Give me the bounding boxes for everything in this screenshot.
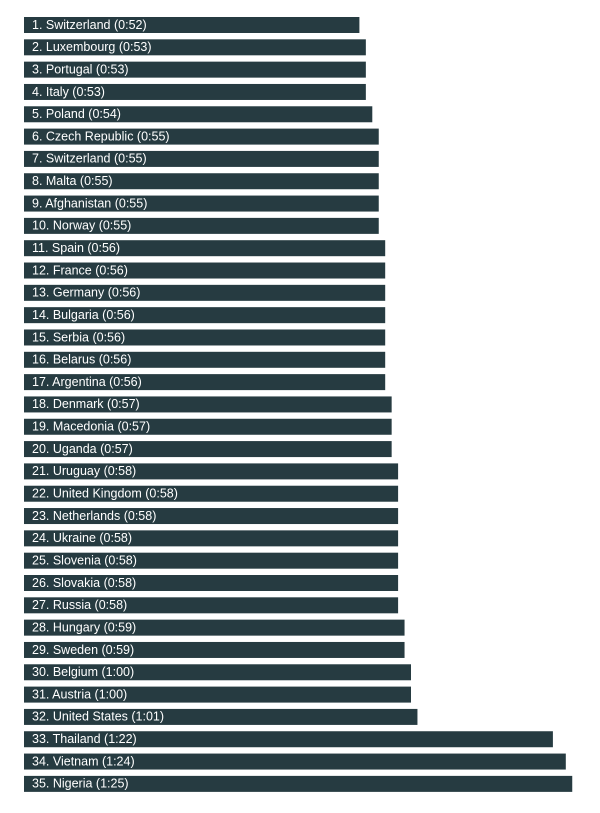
bar-label-13: 13. Germany (0:56) bbox=[32, 285, 141, 300]
bar-label-15: 15. Serbia (0:56) bbox=[32, 330, 126, 345]
bar-label-1: 1. Switzerland (0:52) bbox=[32, 17, 147, 32]
bar-label-14: 14. Bulgaria (0:56) bbox=[32, 307, 135, 322]
bar-label-35: 35. Nigeria (1:25) bbox=[32, 776, 129, 791]
bar-label-9: 9. Afghanistan (0:55) bbox=[32, 196, 148, 211]
bar-label-31: 31. Austria (1:00) bbox=[32, 687, 128, 702]
bar-label-7: 7. Switzerland (0:55) bbox=[32, 151, 147, 166]
bar-label-33: 33. Thailand (1:22) bbox=[32, 732, 137, 747]
bar-label-17: 17. Argentina (0:56) bbox=[32, 374, 142, 389]
bar-label-6: 6. Czech Republic (0:55) bbox=[32, 129, 170, 144]
bar-label-27: 27. Russia (0:58) bbox=[32, 598, 128, 613]
bar-label-34: 34. Vietnam (1:24) bbox=[32, 754, 135, 769]
bar-label-10: 10. Norway (0:55) bbox=[32, 218, 132, 233]
bar-label-23: 23. Netherlands (0:58) bbox=[32, 508, 157, 523]
bar-label-3: 3. Portugal (0:53) bbox=[32, 62, 129, 77]
bar-label-12: 12. France (0:56) bbox=[32, 263, 128, 278]
bar-label-30: 30. Belgium (1:00) bbox=[32, 665, 135, 680]
bar-label-20: 20. Uganda (0:57) bbox=[32, 441, 133, 456]
bar-label-2: 2. Luxembourg (0:53) bbox=[32, 40, 152, 55]
bar-label-25: 25. Slovenia (0:58) bbox=[32, 553, 137, 568]
bar-label-28: 28. Hungary (0:59) bbox=[32, 620, 137, 635]
bar-label-32: 32. United States (1:01) bbox=[32, 709, 165, 724]
bar-label-4: 4. Italy (0:53) bbox=[32, 84, 105, 99]
bar-label-24: 24. Ukraine (0:58) bbox=[32, 531, 133, 546]
bar-label-11: 11. Spain (0:56) bbox=[32, 240, 121, 255]
bar-label-19: 19. Macedonia (0:57) bbox=[32, 419, 151, 434]
bar-label-5: 5. Poland (0:54) bbox=[32, 107, 121, 122]
bar-label-16: 16. Belarus (0:56) bbox=[32, 352, 132, 367]
bar-label-8: 8. Malta (0:55) bbox=[32, 174, 113, 189]
bar-label-18: 18. Denmark (0:57) bbox=[32, 397, 140, 412]
bar-label-21: 21. Uruguay (0:58) bbox=[32, 464, 137, 479]
bar-label-22: 22. United Kingdom (0:58) bbox=[32, 486, 178, 501]
bar-label-29: 29. Sweden (0:59) bbox=[32, 642, 135, 657]
bar-label-26: 26. Slovakia (0:58) bbox=[32, 575, 137, 590]
